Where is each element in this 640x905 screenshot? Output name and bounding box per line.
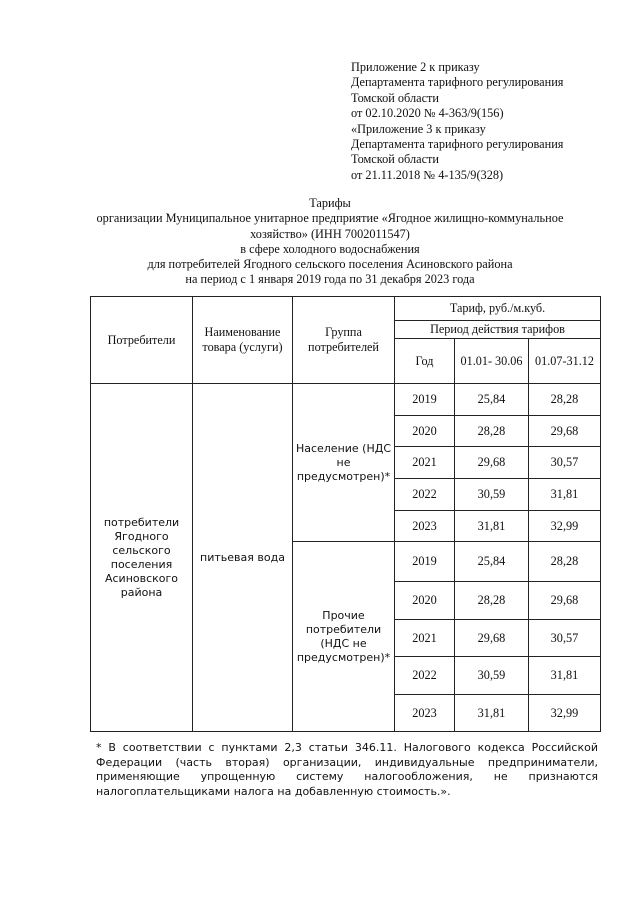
appendix-line: Департамента тарифного регулирования: [351, 75, 564, 90]
tariff-h1-cell: 30,59: [455, 657, 529, 695]
header-tariff: Тариф, руб./м.куб.: [395, 297, 601, 321]
footnote: * В соответствии с пунктами 2,3 статьи 346.11. Налогового кодекса Российской Федерации (часть вторая) организации, индивидуальные предприниматели, применяющие упрощенную систему налогообложения, не признаются налогоплательщиками налога на добавленную стоимость.».: [96, 741, 598, 798]
tariff-h2-cell: 28,28: [529, 384, 601, 416]
tariff-h2-cell: 29,68: [529, 582, 601, 620]
tariff-h2-cell: 31,81: [529, 479, 601, 511]
tariff-h1-cell: 29,68: [455, 620, 529, 657]
header-product: Наименование товара (услуги): [193, 297, 293, 384]
year-cell: 2023: [395, 511, 455, 542]
tariff-table-wrapper: [90, 296, 601, 732]
year-cell: 2020: [395, 582, 455, 620]
tariff-h2-cell: 30,57: [529, 620, 601, 657]
year-cell: 2021: [395, 620, 455, 657]
heading-line: хозяйство» (ИНН 7002011547): [250, 226, 410, 241]
tariff-h2-cell: 29,68: [529, 416, 601, 447]
group-cell: Прочие потребители (НДС не предусмотрен)*: [293, 542, 395, 732]
header-half1: 01.01- 30.06: [455, 339, 529, 384]
year-cell: 2019: [395, 384, 455, 416]
header-year: Год: [395, 339, 455, 384]
tariff-h2-cell: 28,28: [529, 542, 601, 582]
year-cell: 2020: [395, 416, 455, 447]
header-half2: 01.07-31.12: [529, 339, 601, 384]
appendix-line: от 21.11.2018 № 4-135/9(328): [351, 167, 504, 182]
appendix-line: Томской области: [351, 90, 439, 105]
header-period: Период действия тарифов: [395, 321, 601, 339]
year-cell: 2022: [395, 479, 455, 511]
consumer-cell: потребители Ягодного сельского поселения Асиновского района: [91, 384, 193, 732]
year-cell: 2023: [395, 695, 455, 732]
appendix-line: Приложение 2 к приказу: [351, 60, 480, 74]
year-cell: 2019: [395, 542, 455, 582]
appendix-block: [351, 60, 621, 183]
tariff-h2-cell: 30,57: [529, 447, 601, 479]
document-heading: [60, 196, 600, 288]
document-title: Тарифы: [309, 196, 351, 210]
tariff-h1-cell: 30,59: [455, 479, 529, 511]
tariff-h2-cell: 31,81: [529, 657, 601, 695]
header-consumers: Потребители: [91, 297, 193, 384]
year-cell: 2021: [395, 447, 455, 479]
appendix-line: Томской области: [351, 152, 439, 167]
tariff-h1-cell: 25,84: [455, 384, 529, 416]
tariff-h2-cell: 32,99: [529, 511, 601, 542]
tariff-table: [90, 296, 601, 732]
tariff-h1-cell: 31,81: [455, 695, 529, 732]
appendix-line: Департамента тарифного регулирования: [351, 137, 564, 152]
appendix-line: «Приложение 3 к приказу: [351, 121, 486, 136]
tariff-h1-cell: 25,84: [455, 542, 529, 582]
heading-line: в сфере холодного водоснабжения: [240, 241, 420, 256]
heading-line: на период с 1 января 2019 года по 31 декабря 2023 года: [185, 272, 475, 287]
appendix-line: от 02.10.2020 № 4-363/9(156): [351, 106, 504, 121]
header-group: Группа потребителей: [293, 297, 395, 384]
heading-line: для потребителей Ягодного сельского поселения Асиновского района: [147, 257, 513, 272]
tariff-h1-cell: 28,28: [455, 416, 529, 447]
tariff-h1-cell: 28,28: [455, 582, 529, 620]
heading-line: организации Муниципальное унитарное предприятие «Ягодное жилищно-коммунальное: [96, 211, 564, 226]
product-cell: питьевая вода: [193, 384, 293, 732]
group-cell: Население (НДС не предусмотрен)*: [293, 384, 395, 542]
tariff-h1-cell: 31,81: [455, 511, 529, 542]
year-cell: 2022: [395, 657, 455, 695]
tariff-h1-cell: 29,68: [455, 447, 529, 479]
tariff-h2-cell: 32,99: [529, 695, 601, 732]
